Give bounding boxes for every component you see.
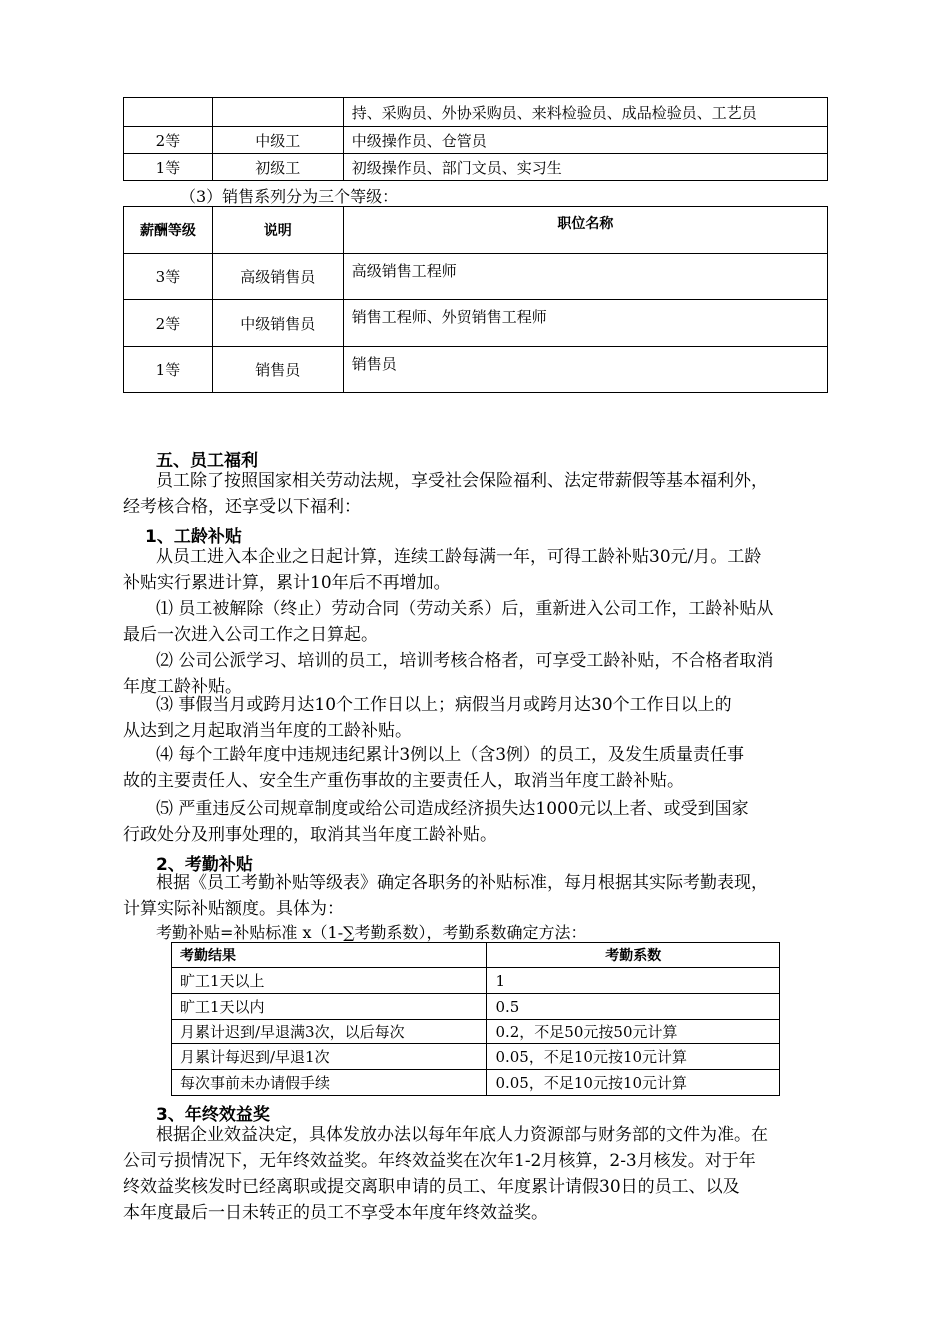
table-header-row (172, 943, 780, 968)
list-item: ⑵ 公司公派学习、培训的员工，培训考核合格者，可享受工龄补贴，不合格者取消 (156, 651, 774, 671)
subsection-title: 2、考勤补贴 (156, 855, 253, 875)
coef-cell: 0.05，不足10元按10元计算 (487, 1044, 780, 1070)
paragraph-line: 经考核合格，还享受以下福利： (123, 497, 361, 517)
paragraph-line: 公司亏损情况下，无年终效益奖。年终效益奖在次年1-2月核算，2-3月核发。对于年 (123, 1151, 756, 1171)
list-item: ⑴ 员工被解除（终止）劳动合同（劳动关系）后，重新进入公司工作，工龄补贴从 (156, 599, 774, 619)
paragraph-line: 本年度最后一日未转正的员工不享受本年度年终效益奖。 (123, 1203, 548, 1223)
list-item: 故的主要责任人、安全生产重伤事故的主要责任人，取消当年度工龄补贴。 (123, 771, 684, 791)
formula-line: 考勤补贴=补贴标准 x（1-∑考勤系数），考勤系数确定方法： (156, 923, 587, 942)
desc-cell: 中级销售员 (212, 300, 343, 347)
header-grade: 薪酬等级 (124, 207, 213, 254)
grade-cell: 2等 (124, 300, 213, 347)
paragraph-line: 计算实际补贴额度。具体为： (123, 899, 344, 919)
grade-cell: 1等 (124, 154, 213, 181)
table-row (124, 300, 828, 347)
section-title: 五、员工福利 (156, 451, 258, 471)
desc-cell: 初级工 (212, 154, 343, 181)
list-item: 年度工龄补贴。 (123, 677, 242, 697)
result-cell: 旷工1天以内 (172, 994, 487, 1020)
paragraph-line: 根据企业效益决定，具体发放办法以每年年底人力资源部与财务部的文件为准。在 (156, 1125, 768, 1145)
grade-cell: 3等 (124, 254, 213, 300)
result-cell: 旷工1天以上 (172, 968, 487, 994)
table-row (172, 1044, 780, 1070)
table-row (124, 127, 828, 154)
table-row (172, 1020, 780, 1044)
table-row (172, 1070, 780, 1096)
list-item: 行政处分及刑事处理的，取消其当年度工龄补贴。 (123, 825, 497, 845)
positions-cell: 高级销售工程师 (343, 254, 827, 300)
table-row (172, 968, 780, 994)
desc-cell: 高级销售员 (212, 254, 343, 300)
paragraph-line: 员工除了按照国家相关劳动法规，享受社会保险福利、法定带薪假等基本福利外， (156, 471, 768, 491)
positions-cell: 中级操作员、仓管员 (343, 127, 827, 154)
positions-cell: 初级操作员、部门文员、实习生 (343, 154, 827, 181)
header-positions: 职位名称 (343, 207, 827, 254)
desc-cell (212, 98, 343, 127)
desc-cell: 中级工 (212, 127, 343, 154)
header-result: 考勤结果 (172, 943, 487, 968)
coef-cell: 0.5 (487, 994, 780, 1020)
list-item: ⑷ 每个工龄年度中违规违纪累计3例以上（含3例）的员工，及发生质量责任事 (156, 745, 745, 765)
grade-cell (124, 98, 213, 127)
result-cell: 月累计迟到/早退满3次，以后每次 (172, 1020, 487, 1044)
table-header-row (124, 207, 828, 254)
table-row (124, 347, 828, 393)
table-row (124, 98, 828, 127)
header-desc: 说明 (212, 207, 343, 254)
result-cell: 每次事前未办请假手续 (172, 1070, 487, 1096)
grade-cell: 2等 (124, 127, 213, 154)
table-row (172, 994, 780, 1020)
grade-cell: 1等 (124, 347, 213, 393)
desc-cell: 销售员 (212, 347, 343, 393)
list-item: 最后一次进入公司工作之日算起。 (123, 625, 378, 645)
sales-grade-table (123, 206, 828, 393)
result-cell: 月累计每迟到/早退1次 (172, 1044, 487, 1070)
subsection-title: 3、年终效益奖 (156, 1105, 270, 1125)
coef-cell: 0.05，不足10元按10元计算 (487, 1070, 780, 1096)
paragraph-line: 补贴实行累进计算，累计10年后不再增加。 (123, 573, 451, 593)
paragraph-line: 根据《员工考勤补贴等级表》确定各职务的补贴标准，每月根据其实际考勤表现， (156, 873, 768, 893)
positions-cell: 销售员 (343, 347, 827, 393)
positions-cell: 销售工程师、外贸销售工程师 (343, 300, 827, 347)
list-item: ⑶ 事假当月或跨月达10个工作日以上；病假当月或跨月达30个工作日以上的 (156, 695, 732, 715)
list-item: ⑸ 严重违反公司规章制度或给公司造成经济损失达1000元以上者、或受到国家 (156, 799, 749, 819)
header-coef: 考勤系数 (487, 943, 780, 968)
coef-cell: 0.2，不足50元按50元计算 (487, 1020, 780, 1044)
table-row (124, 254, 828, 300)
table-row (124, 154, 828, 181)
subsection-title: 1、工龄补贴 (145, 527, 242, 547)
positions-cell: 持、采购员、外协采购员、来料检验员、成品检验员、工艺员 (343, 98, 827, 127)
attendance-table (171, 942, 780, 1096)
paragraph-line: 从员工进入本企业之日起计算，连续工龄每满一年，可得工龄补贴30元/月。工龄 (156, 547, 762, 567)
sales-intro: （3）销售系列分为三个等级： (180, 187, 399, 206)
coef-cell: 1 (487, 968, 780, 994)
production-grade-table (123, 97, 828, 181)
paragraph-line: 终效益奖核发时已经离职或提交离职申请的员工、年度累计请假30日的员工、以及 (123, 1177, 740, 1197)
list-item: 从达到之月起取消当年度的工龄补贴。 (123, 721, 412, 741)
